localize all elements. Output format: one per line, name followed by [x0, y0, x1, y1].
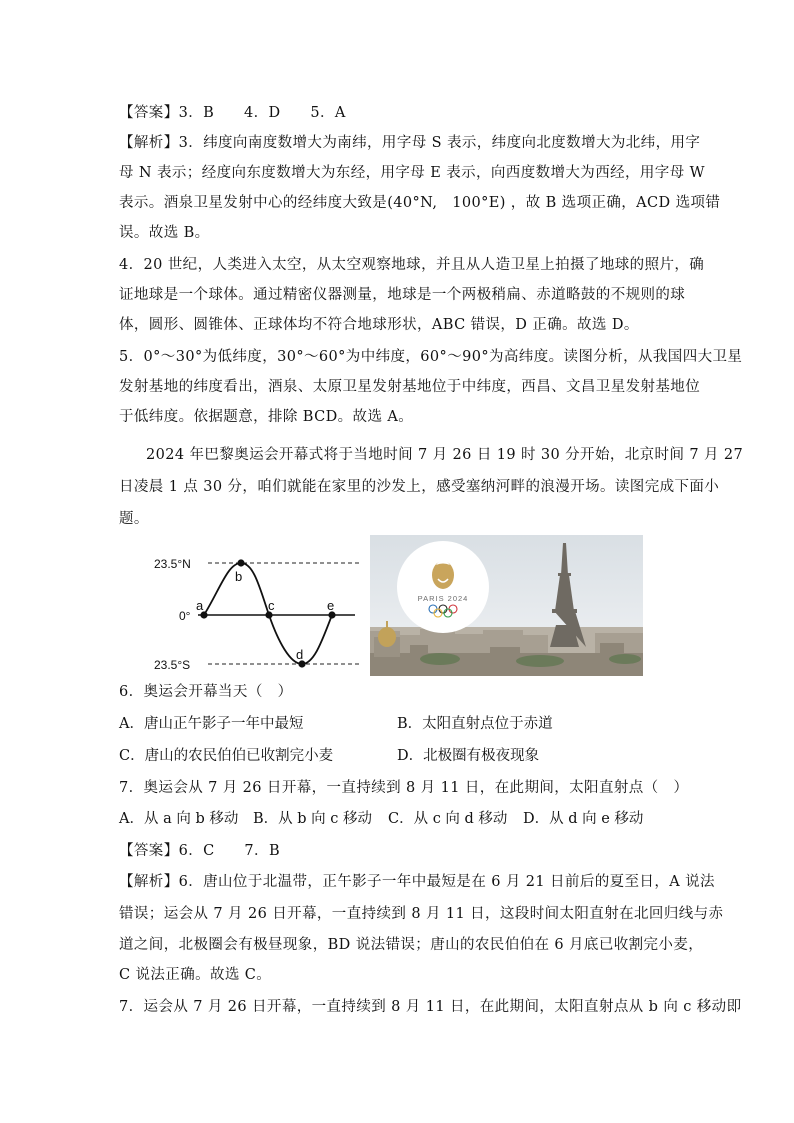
analysis-line: 误。故选 B。	[119, 225, 210, 241]
analysis-line: 【解析】6．唐山位于北温带，正午影子一年中最短是在 6 月 21 日前后的夏至日，A 说法	[119, 874, 715, 890]
answer-line-6-7: 【答案】6．C 7．B	[119, 843, 280, 859]
analysis-line: 【解析】3．纬度向南度数增大为南纬，用字母 S 表示，纬度向北度数增大为北纬，用字	[119, 135, 701, 151]
point-b-marker	[237, 559, 244, 566]
q7-option-c[interactable]: C．从 c 向 d 移动	[388, 811, 508, 827]
label-point-e: e	[327, 598, 335, 613]
passage-line: 题。	[119, 511, 149, 527]
sun-migration-diagram	[150, 553, 365, 673]
q6-option-a[interactable]: A．唐山正午影子一年中最短	[119, 716, 304, 732]
label-point-d: d	[296, 647, 304, 662]
analysis-line: 母 N 表示；经度向东度数增大为东经，用字母 E 表示，向西度数增大为西经，用字母 W	[119, 165, 705, 181]
q7-option-b[interactable]: B．从 b 向 c 移动	[253, 811, 372, 827]
q7-option-a[interactable]: A．从 a 向 b 移动	[119, 811, 239, 827]
analysis-line: 4．20 世纪，人类进入太空，从太空观察地球，并且从人造卫星上拍摄了地球的照片，确	[119, 257, 705, 273]
label-23-5-s: 23.5°S	[154, 658, 191, 672]
analysis-line: 7．运会从 7 月 26 日开幕，一直持续到 8 月 11 日，在此期间，太阳直射点从 b 向 c 移动即	[119, 999, 742, 1015]
label-23-5-n: 23.5°N	[154, 557, 191, 571]
paris-photo	[370, 535, 643, 676]
label-point-a: a	[196, 598, 204, 613]
label-point-b: b	[235, 569, 243, 584]
q6-option-c[interactable]: C．唐山的农民伯伯已收割完小麦	[119, 748, 334, 764]
analysis-line: 表示。酒泉卫星发射中心的经纬度大致是(40°N, 100°E) ，故 B 选项正确，ACD 选项错	[119, 195, 721, 211]
passage-line: 2024 年巴黎奥运会开幕式将于当地时间 7 月 26 日 19 时 30 分开始，北京时间 7 月 27	[146, 447, 744, 463]
analysis-line: 错误；运会从 7 月 26 日开幕，一直持续到 8 月 11 日，这段时间太阳直射在北回归线与赤	[119, 906, 724, 922]
label-point-c: c	[268, 598, 275, 613]
logo-text: PARIS 2024	[417, 594, 469, 603]
question-7-stem: 7．奥运会从 7 月 26 日开幕，一直持续到 8 月 11 日，在此期间，太阳直射点（ ）	[119, 780, 689, 796]
analysis-line: C 说法正确。故选 C。	[119, 967, 272, 983]
analysis-line: 道之间，北极圈会有极昼现象，BD 说法错误；唐山的农民伯伯在 6 月底已收割完小麦，	[119, 937, 704, 953]
q6-option-b[interactable]: B．太阳直射点位于赤道	[397, 716, 553, 732]
analysis-line: 于低纬度。依据题意，排除 BCD。故选 A。	[119, 409, 414, 425]
passage-line: 日凌晨 1 点 30 分，咱们就能在家里的沙发上，感受塞纳河畔的浪漫开场。读图完成下面小	[119, 479, 720, 495]
analysis-line: 5．0°～30°为低纬度，30°～60°为中纬度，60°～90°为高纬度。读图分析，从我国四大卫星	[119, 349, 743, 365]
question-6-stem: 6．奥运会开幕当天（ ）	[119, 684, 293, 700]
q7-option-d[interactable]: D．从 d 向 e 移动	[523, 811, 644, 827]
label-equator: 0°	[179, 609, 191, 623]
answer-line-3-5: 【答案】3．B 4．D 5．A	[119, 105, 346, 121]
paris-2024-logo	[397, 541, 489, 633]
city-foreground	[370, 643, 643, 676]
analysis-line: 体，圆形、圆锥体、正球体均不符合地球形状，ABC 错误，D 正确。故选 D。	[119, 317, 639, 333]
analysis-line: 发射基地的纬度看出，酒泉、太原卫星发射基地位于中纬度，西昌、文昌卫星发射基地位	[119, 379, 701, 395]
q6-option-d[interactable]: D．北极圈有极夜现象	[397, 748, 540, 764]
analysis-line: 证地球是一个球体。通过精密仪器测量，地球是一个两极稍扁、赤道略鼓的不规则的球	[119, 287, 686, 303]
